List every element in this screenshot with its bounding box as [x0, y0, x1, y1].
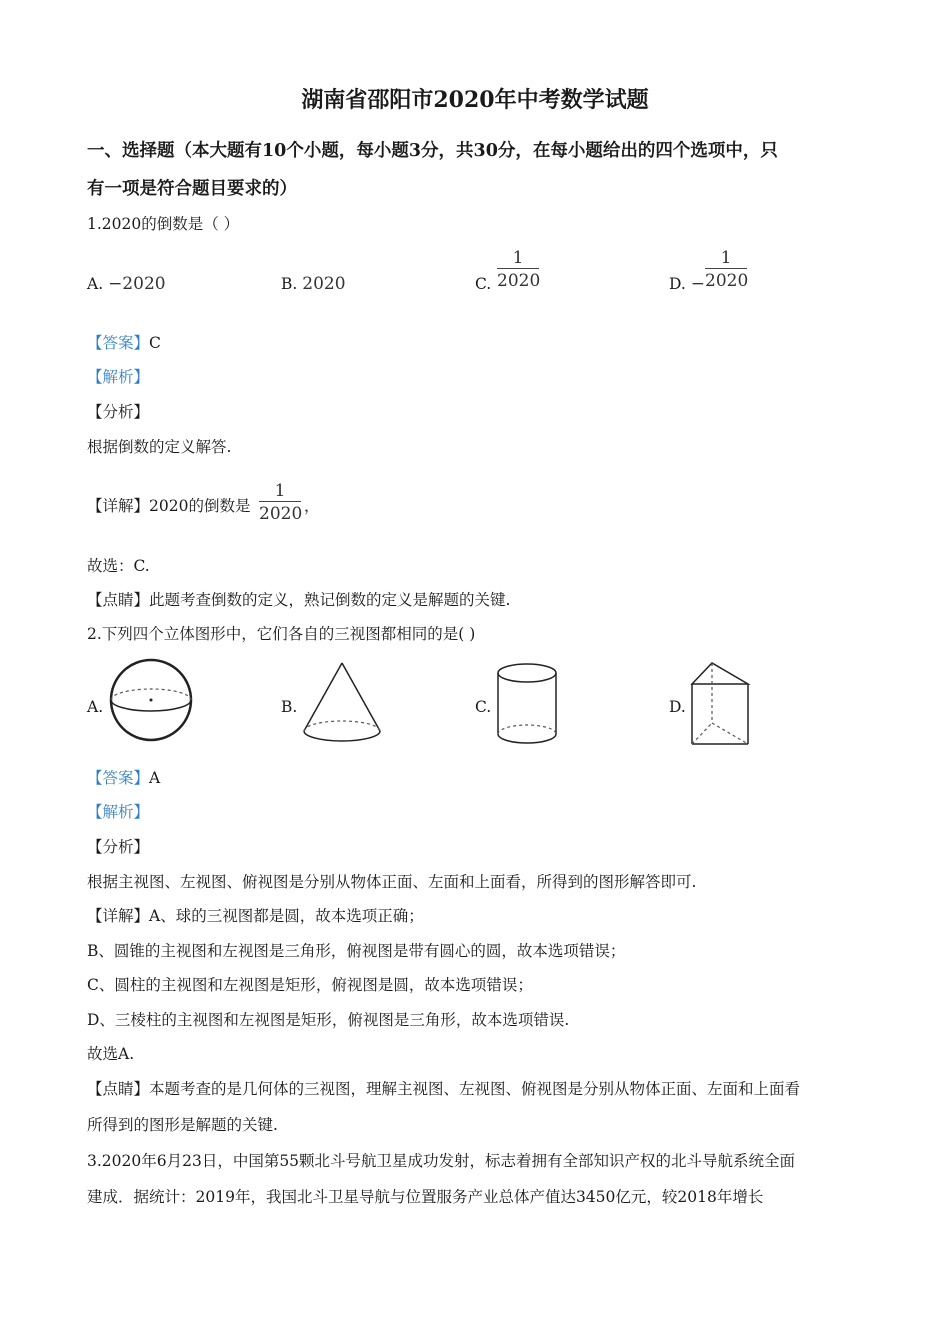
q3-stem-line1: 3.2020年6月23日，中国第55颗北斗号航卫星成功发射，标志着拥有全部知识产权的北斗导航系统全面 [87, 1152, 796, 1170]
fraction-denominator: 2020 [705, 271, 749, 291]
detail-text: A、球的三视图都是圆，故本选项正确； [149, 907, 424, 925]
answer-value: C [149, 334, 161, 352]
q2-fenxi-tag: 【分析】 [87, 838, 150, 856]
q1-detail [87, 496, 250, 516]
cylinder-icon [494, 661, 560, 747]
answer-value: A [149, 769, 161, 787]
dianjing-tag: 【点睛】 [87, 1080, 150, 1098]
q1-option-b[interactable] [281, 274, 346, 294]
section-heading-line1: 一、选择题（本大题有10个小题，每小题3分，共30分，在每小题给出的四个选项中，只 [87, 141, 778, 161]
q2-option-d-label[interactable]: D. [669, 698, 686, 716]
q1-option-c[interactable] [475, 274, 491, 294]
q1-detail-fraction [259, 481, 301, 524]
q2-option-c-label[interactable]: C. [475, 698, 492, 716]
fraction-denominator: 2020 [497, 271, 541, 291]
fraction-denominator: 2020 [259, 504, 303, 524]
option-label: A. [87, 275, 104, 293]
detail-tag: 【详解】 [87, 907, 150, 925]
section-heading-line2: 有一项是符合题目要求的） [87, 179, 297, 199]
q2-analysis-tag: 【解析】 [87, 803, 150, 821]
q2-dianjing-line1 [87, 1079, 800, 1099]
q1-analysis-tag: 【解析】 [87, 368, 150, 386]
q2-answer [87, 768, 160, 788]
answer-tag: 【答案】 [87, 769, 150, 787]
option-sign: − [690, 274, 705, 294]
q2-dianjing-line2: 所得到的图形是解题的关键. [87, 1116, 278, 1134]
dianjing-tag: 【点睛】 [87, 591, 150, 609]
cone-icon [300, 660, 384, 746]
q2-fenxi: 根据主视图、左视图、俯视图是分别从物体正面、左面和上面看，所得到的图形解答即可. [87, 873, 697, 891]
q1-fenxi: 根据倒数的定义解答. [87, 438, 232, 456]
q2-choose: 故选A. [87, 1045, 135, 1063]
sphere-icon [108, 657, 194, 743]
q2-option-a-label[interactable]: A. [87, 698, 104, 716]
q2-option-b-label[interactable]: B. [281, 698, 298, 716]
dianjing-text: 本题考查的是几何体的三视图，理解主视图、左视图、俯视图是分别从物体正面、左面和上面看 [149, 1080, 801, 1098]
fraction-numerator: 1 [274, 481, 286, 501]
triangular-prism-icon [688, 660, 754, 750]
option-label: D. [669, 275, 686, 293]
option-value: 2020 [302, 274, 346, 294]
answer-tag: 【答案】 [87, 334, 150, 352]
page-title: 湖南省邵阳市2020年中考数学试题 [301, 87, 649, 113]
option-label: B. [281, 275, 298, 293]
option-value: −2020 [108, 274, 166, 294]
q2-stem: 2.下列四个立体图形中，它们各自的三视图都相同的是( ) [87, 625, 476, 643]
option-label: C. [475, 275, 492, 293]
q2-detail-d: D、三棱柱的主视图和左视图是矩形，俯视图是三角形，故本选项错误. [87, 1011, 570, 1029]
q1-stem: 1.2020的倒数是（ ） [87, 215, 240, 233]
q1-option-c-fraction [497, 248, 539, 291]
q2-detail-b: B、圆锥的主视图和左视图是三角形，俯视图是带有圆心的圆，故本选项错误； [87, 942, 626, 960]
detail-tag: 【详解】 [87, 497, 150, 515]
q1-detail-suffix: ， [304, 497, 320, 515]
fraction-numerator: 1 [720, 248, 732, 268]
q1-choose: 故选：C. [87, 557, 150, 575]
q3-stem-line2: 建成．据统计：2019年，我国北斗卫星导航与位置服务产业总体产值达3450亿元，较2018年增长 [87, 1188, 764, 1206]
q1-fenxi-tag: 【分析】 [87, 403, 150, 421]
q1-option-a[interactable] [87, 274, 166, 294]
q2-detail-c: C、圆柱的主视图和左视图是矩形，俯视图是圆，故本选项错误； [87, 976, 533, 994]
q1-option-d[interactable] [669, 274, 705, 294]
fraction-numerator: 1 [512, 248, 524, 268]
dianjing-text: 此题考查倒数的定义，熟记倒数的定义是解题的关键. [149, 591, 511, 609]
q2-detail-a [87, 906, 424, 926]
detail-prefix: 2020的倒数是 [149, 497, 251, 515]
q1-answer [87, 333, 161, 353]
q1-dianjing [87, 590, 510, 610]
q1-option-d-fraction [705, 248, 747, 291]
